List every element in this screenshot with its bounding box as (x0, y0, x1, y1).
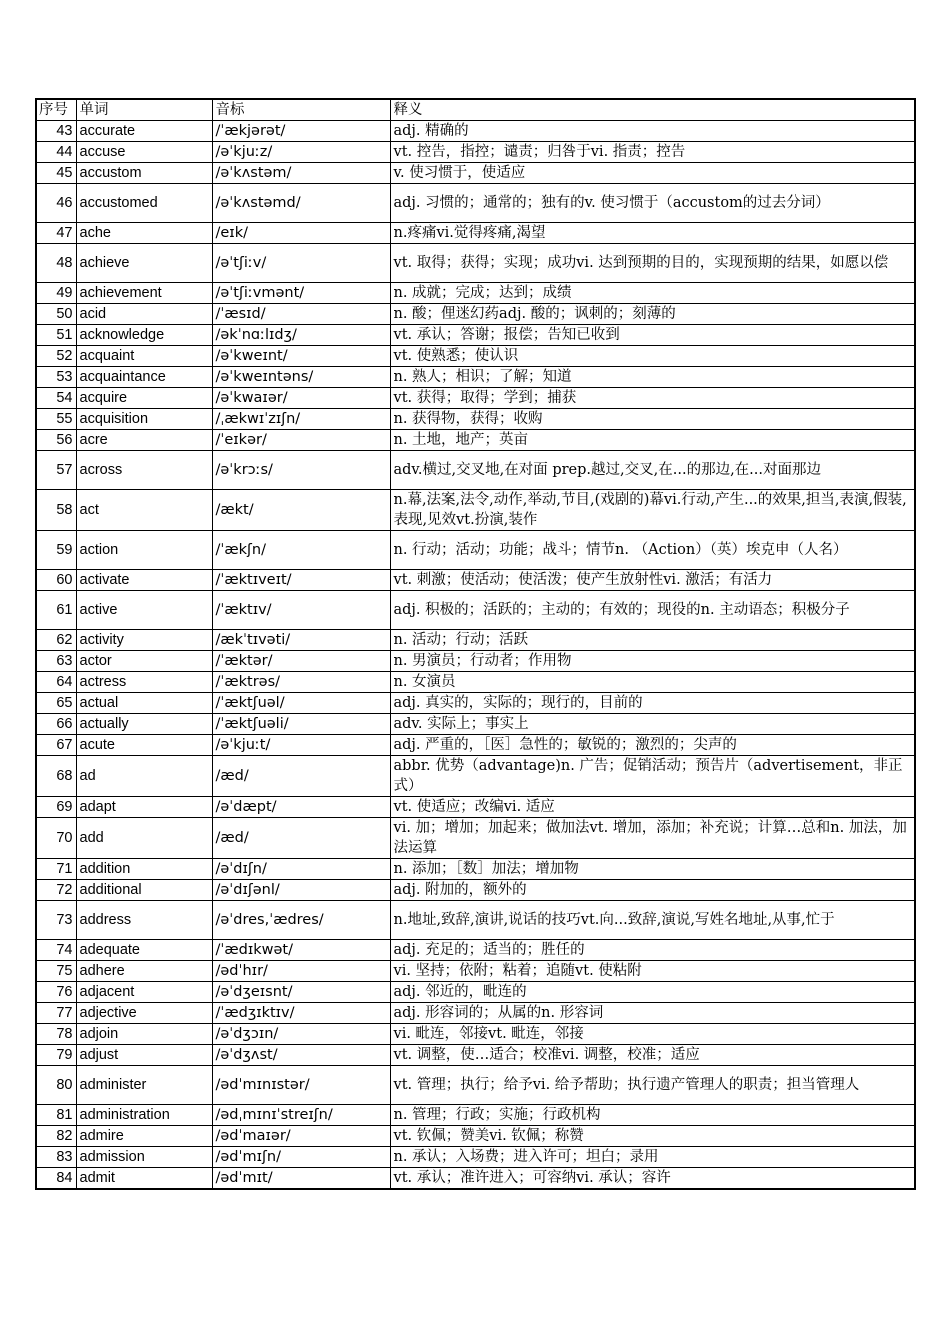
row-word: accustom (76, 163, 212, 184)
row-number: 46 (36, 184, 76, 223)
row-word: across (76, 451, 212, 490)
row-number: 83 (36, 1147, 76, 1168)
row-definition: adj. 附加的，额外的 (390, 880, 915, 901)
row-number: 82 (36, 1126, 76, 1147)
row-number: 67 (36, 735, 76, 756)
table-row (36, 121, 915, 142)
row-number: 75 (36, 961, 76, 982)
row-definition: n.地址,致辞,演讲,说话的技巧vt.向...致辞,演说,写姓名地址,从事,忙于 (390, 901, 915, 940)
row-definition: vi. 加；增加；加起来；做加法vt. 增加，添加；补充说；计算…总和n. 加法，加法运算 (390, 818, 915, 859)
table-row (36, 756, 915, 797)
row-word: acknowledge (76, 325, 212, 346)
row-word: adapt (76, 797, 212, 818)
row-phonetic: /ədˈmɪnɪstər/ (212, 1066, 390, 1105)
row-phonetic: /eɪk/ (212, 223, 390, 244)
row-phonetic: /ˈeɪkər/ (212, 430, 390, 451)
row-phonetic: /ədˈmɪʃn/ (212, 1147, 390, 1168)
row-phonetic: /əˈkʌstəmd/ (212, 184, 390, 223)
row-definition: n. 成就；完成；达到；成绩 (390, 283, 915, 304)
row-number: 74 (36, 940, 76, 961)
table-row (36, 409, 915, 430)
row-word: adjacent (76, 982, 212, 1003)
table-row (36, 982, 915, 1003)
row-number: 56 (36, 430, 76, 451)
row-number: 77 (36, 1003, 76, 1024)
table-row (36, 325, 915, 346)
row-definition: n. 土地，地产；英亩 (390, 430, 915, 451)
row-number: 43 (36, 121, 76, 142)
row-word: adhere (76, 961, 212, 982)
row-word: adjective (76, 1003, 212, 1024)
table-row (36, 672, 915, 693)
row-phonetic: /əˈdɪʃənl/ (212, 880, 390, 901)
row-word: admire (76, 1126, 212, 1147)
table-row (36, 490, 915, 531)
table-row (36, 630, 915, 651)
row-number: 72 (36, 880, 76, 901)
row-number: 71 (36, 859, 76, 880)
row-word: additional (76, 880, 212, 901)
row-number: 70 (36, 818, 76, 859)
table-row (36, 184, 915, 223)
row-word: activity (76, 630, 212, 651)
row-phonetic: /ˈædʒɪktɪv/ (212, 1003, 390, 1024)
row-phonetic: /ˈæktʃuəli/ (212, 714, 390, 735)
row-phonetic: /ækˈtɪvəti/ (212, 630, 390, 651)
row-word: actual (76, 693, 212, 714)
row-phonetic: /ˌækwɪˈzɪʃn/ (212, 409, 390, 430)
row-word: acquisition (76, 409, 212, 430)
row-word: actress (76, 672, 212, 693)
row-definition: vt. 刺激；使活动；使活泼；使产生放射性vi. 激活；有活力 (390, 570, 915, 591)
row-phonetic: /ˈæsɪd/ (212, 304, 390, 325)
table-row (36, 1024, 915, 1045)
row-number: 78 (36, 1024, 76, 1045)
row-phonetic: /əˈdʒɔɪn/ (212, 1024, 390, 1045)
row-number: 59 (36, 531, 76, 570)
row-word: adjoin (76, 1024, 212, 1045)
table-row (36, 735, 915, 756)
row-phonetic: /əˈdʒʌst/ (212, 1045, 390, 1066)
row-number: 66 (36, 714, 76, 735)
row-definition: n. 获得物，获得；收购 (390, 409, 915, 430)
row-number: 80 (36, 1066, 76, 1105)
row-phonetic: /əˈkwaɪər/ (212, 388, 390, 409)
row-phonetic: /ˈækjərət/ (212, 121, 390, 142)
vocabulary-sheet (35, 98, 914, 1190)
row-number: 63 (36, 651, 76, 672)
row-definition: adv.横过,交叉地,在对面 prep.越过,交叉,在...的那边,在...对面那边 (390, 451, 915, 490)
header-definition: 释义 (390, 99, 915, 121)
table-row (36, 223, 915, 244)
row-definition: n. 添加；［数］加法；增加物 (390, 859, 915, 880)
row-number: 64 (36, 672, 76, 693)
row-number: 76 (36, 982, 76, 1003)
row-word: administer (76, 1066, 212, 1105)
vocabulary-table (35, 98, 916, 1190)
row-number: 73 (36, 901, 76, 940)
row-phonetic: /ˈækʃn/ (212, 531, 390, 570)
table-row (36, 283, 915, 304)
row-phonetic: /əˈtʃiːv/ (212, 244, 390, 283)
row-word: acquire (76, 388, 212, 409)
row-number: 44 (36, 142, 76, 163)
row-phonetic: /ˈæktʃuəl/ (212, 693, 390, 714)
row-definition: n. 女演员 (390, 672, 915, 693)
table-row (36, 304, 915, 325)
row-definition: abbr. 优势（advantage)n. 广告；促销活动；预告片（advertisement，非正式） (390, 756, 915, 797)
row-definition: vt. 获得；取得；学到；捕获 (390, 388, 915, 409)
row-number: 45 (36, 163, 76, 184)
row-definition: n.疼痛vi.觉得疼痛,渴望 (390, 223, 915, 244)
table-row (36, 591, 915, 630)
row-number: 57 (36, 451, 76, 490)
row-phonetic: /əˈkweɪnt/ (212, 346, 390, 367)
row-number: 54 (36, 388, 76, 409)
table-row (36, 1168, 915, 1190)
table-row (36, 797, 915, 818)
row-word: acquaintance (76, 367, 212, 388)
row-phonetic: /əˈdres,ˈædres/ (212, 901, 390, 940)
row-definition: adj. 精确的 (390, 121, 915, 142)
row-number: 79 (36, 1045, 76, 1066)
row-number: 49 (36, 283, 76, 304)
row-phonetic: /əˈkjuːt/ (212, 735, 390, 756)
row-word: ache (76, 223, 212, 244)
header-number: 序号 (36, 99, 76, 121)
row-definition: n. 承认；入场费；进入许可；坦白；录用 (390, 1147, 915, 1168)
row-phonetic: /əˈkweɪntəns/ (212, 367, 390, 388)
row-phonetic: /ədˈmaɪər/ (212, 1126, 390, 1147)
row-phonetic: /əˈdɪʃn/ (212, 859, 390, 880)
table-row (36, 714, 915, 735)
vocabulary-table-body (36, 99, 915, 1189)
row-phonetic: /ˈæktɪv/ (212, 591, 390, 630)
row-word: accustomed (76, 184, 212, 223)
row-word: achieve (76, 244, 212, 283)
table-header-row (36, 99, 915, 121)
row-definition: n. 熟人；相识；了解；知道 (390, 367, 915, 388)
table-row (36, 388, 915, 409)
row-word: action (76, 531, 212, 570)
row-definition: vt. 钦佩；赞美vi. 钦佩；称赞 (390, 1126, 915, 1147)
row-definition: adj. 严重的，［医］急性的；敏锐的；激烈的；尖声的 (390, 735, 915, 756)
table-row (36, 367, 915, 388)
row-word: administration (76, 1105, 212, 1126)
table-row (36, 1045, 915, 1066)
row-definition: vi. 坚持；依附；粘着；追随vt. 使粘附 (390, 961, 915, 982)
table-row (36, 1066, 915, 1105)
row-number: 69 (36, 797, 76, 818)
table-row (36, 142, 915, 163)
row-definition: n. 行动；活动；功能；战斗；情节n. （Action）（英）埃克申（人名） (390, 531, 915, 570)
table-row (36, 244, 915, 283)
row-phonetic: /ˈædɪkwət/ (212, 940, 390, 961)
row-number: 81 (36, 1105, 76, 1126)
row-definition: adj. 积极的；活跃的；主动的；有效的；现役的n. 主动语态；积极分子 (390, 591, 915, 630)
row-definition: adj. 邻近的，毗连的 (390, 982, 915, 1003)
row-word: active (76, 591, 212, 630)
row-definition: vt. 调整，使…适合；校准vi. 调整，校准；适应 (390, 1045, 915, 1066)
row-definition: vt. 取得；获得；实现；成功vi. 达到预期的目的，实现预期的结果，如愿以偿 (390, 244, 915, 283)
row-word: acid (76, 304, 212, 325)
row-word: acre (76, 430, 212, 451)
row-definition: vi. 毗连，邻接vt. 毗连，邻接 (390, 1024, 915, 1045)
row-definition: vt. 使适应；改编vi. 适应 (390, 797, 915, 818)
row-phonetic: /əˈkjuːz/ (212, 142, 390, 163)
row-definition: n. 酸；俚迷幻药adj. 酸的；讽刺的；刻薄的 (390, 304, 915, 325)
row-definition: vt. 控告，指控；谴责；归咎于vi. 指责；控告 (390, 142, 915, 163)
table-row (36, 1105, 915, 1126)
table-row (36, 880, 915, 901)
row-phonetic: /ədˌmɪnɪˈstreɪʃn/ (212, 1105, 390, 1126)
row-definition: vt. 承认；答谢；报偿；告知已收到 (390, 325, 915, 346)
row-phonetic: /əˈdæpt/ (212, 797, 390, 818)
row-word: actor (76, 651, 212, 672)
row-word: admit (76, 1168, 212, 1190)
row-word: accurate (76, 121, 212, 142)
row-definition: n. 男演员；行动者；作用物 (390, 651, 915, 672)
row-word: adequate (76, 940, 212, 961)
row-definition: adj. 形容词的；从属的n. 形容词 (390, 1003, 915, 1024)
table-row (36, 346, 915, 367)
row-phonetic: /əˈtʃiːvmənt/ (212, 283, 390, 304)
table-row (36, 1147, 915, 1168)
row-word: address (76, 901, 212, 940)
row-phonetic: /æd/ (212, 756, 390, 797)
row-phonetic: /əkˈnɑːlɪdʒ/ (212, 325, 390, 346)
row-definition: adj. 真实的，实际的；现行的，目前的 (390, 693, 915, 714)
row-number: 50 (36, 304, 76, 325)
row-phonetic: /əˈkrɔːs/ (212, 451, 390, 490)
row-definition: n. 活动；行动；活跃 (390, 630, 915, 651)
header-word: 单词 (76, 99, 212, 121)
row-word: acute (76, 735, 212, 756)
row-number: 55 (36, 409, 76, 430)
table-row (36, 859, 915, 880)
row-word: act (76, 490, 212, 531)
row-number: 65 (36, 693, 76, 714)
table-row (36, 1003, 915, 1024)
table-row (36, 901, 915, 940)
row-number: 62 (36, 630, 76, 651)
row-word: admission (76, 1147, 212, 1168)
row-phonetic: /əˈdʒeɪsnt/ (212, 982, 390, 1003)
row-word: add (76, 818, 212, 859)
table-row (36, 163, 915, 184)
table-row (36, 651, 915, 672)
row-number: 84 (36, 1168, 76, 1190)
row-phonetic: /ˈæktrəs/ (212, 672, 390, 693)
row-number: 68 (36, 756, 76, 797)
table-row (36, 570, 915, 591)
row-definition: vt. 承认；准许进入；可容纳vi. 承认；容许 (390, 1168, 915, 1190)
table-row (36, 451, 915, 490)
row-phonetic: /ədˈhɪr/ (212, 961, 390, 982)
row-number: 52 (36, 346, 76, 367)
row-definition: vt. 使熟悉；使认识 (390, 346, 915, 367)
row-number: 47 (36, 223, 76, 244)
row-number: 53 (36, 367, 76, 388)
row-word: accuse (76, 142, 212, 163)
table-row (36, 430, 915, 451)
row-number: 48 (36, 244, 76, 283)
table-row (36, 531, 915, 570)
table-row (36, 818, 915, 859)
row-definition: n.幕,法案,法令,动作,举动,节目,(戏剧的)幕vi.行动,产生...的效果,担当,表演,假装,表现,见效vt.扮演,装作 (390, 490, 915, 531)
table-row (36, 961, 915, 982)
table-row (36, 1126, 915, 1147)
row-definition: adv. 实际上；事实上 (390, 714, 915, 735)
row-phonetic: /ækt/ (212, 490, 390, 531)
row-definition: n. 管理；行政；实施；行政机构 (390, 1105, 915, 1126)
row-definition: adj. 充足的；适当的；胜任的 (390, 940, 915, 961)
table-row (36, 693, 915, 714)
row-number: 60 (36, 570, 76, 591)
row-number: 58 (36, 490, 76, 531)
row-phonetic: /əˈkʌstəm/ (212, 163, 390, 184)
row-word: actually (76, 714, 212, 735)
row-phonetic: /ədˈmɪt/ (212, 1168, 390, 1190)
row-definition: adj. 习惯的；通常的；独有的v. 使习惯于（accustom的过去分词） (390, 184, 915, 223)
row-word: activate (76, 570, 212, 591)
table-row (36, 940, 915, 961)
row-phonetic: /ˈæktɪveɪt/ (212, 570, 390, 591)
row-word: addition (76, 859, 212, 880)
row-number: 51 (36, 325, 76, 346)
row-phonetic: /ˈæktər/ (212, 651, 390, 672)
row-word: adjust (76, 1045, 212, 1066)
row-word: acquaint (76, 346, 212, 367)
row-word: ad (76, 756, 212, 797)
row-word: achievement (76, 283, 212, 304)
row-definition: v. 使习惯于，使适应 (390, 163, 915, 184)
row-phonetic: /æd/ (212, 818, 390, 859)
row-number: 61 (36, 591, 76, 630)
header-phonetic: 音标 (212, 99, 390, 121)
row-definition: vt. 管理；执行；给予vi. 给予帮助；执行遗产管理人的职责；担当管理人 (390, 1066, 915, 1105)
